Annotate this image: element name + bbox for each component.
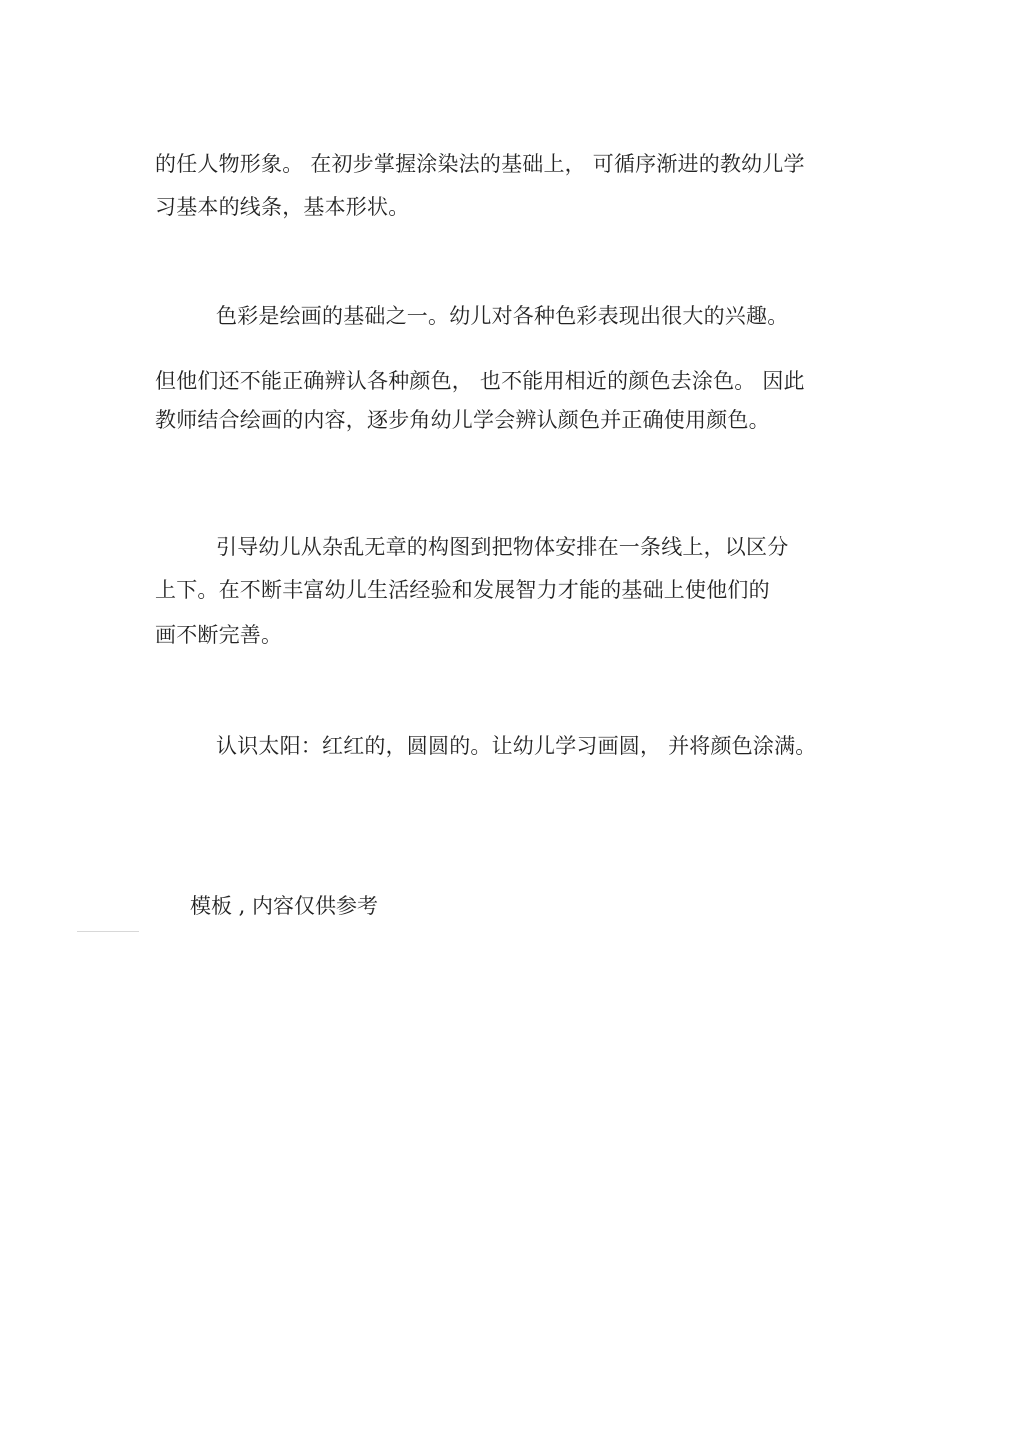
paragraph-2-line-1: 色彩是绘画的基础之一。幼儿对各种色彩表现出很大的兴趣。 [216, 304, 789, 328]
paragraph-1-line-2: 习基本的线条，基本形状。 [155, 195, 410, 219]
paragraph-3-line-2: 上下。在不断丰富幼儿生活经验和发展智力才能的基础上使他们的 [155, 578, 770, 602]
paragraph-1-line-1: 的任人物形象。 在初步掌握涂染法的基础上， 可循序渐进的教幼儿学 [155, 152, 805, 176]
paragraph-3-line-1: 引导幼儿从杂乱无章的构图到把物体安排在一条线上，以区分 [216, 535, 789, 559]
paragraph-4-line-1: 认识太阳：红红的，圆圆的。让幼儿学习画圆， 并将颜色涂满。 [216, 734, 817, 758]
paragraph-3-line-3: 画不断完善。 [155, 623, 283, 647]
footer-divider [77, 931, 139, 932]
paragraph-2-line-3: 教师结合绘画的内容，逐步角幼儿学会辨认颜色并正确使用颜色。 [155, 408, 770, 432]
paragraph-2-line-2: 但他们还不能正确辨认各种颜色， 也不能用相近的颜色去涂色。 因此 [155, 369, 805, 393]
template-note: 模板 , 内容仅供参考 [190, 894, 379, 918]
